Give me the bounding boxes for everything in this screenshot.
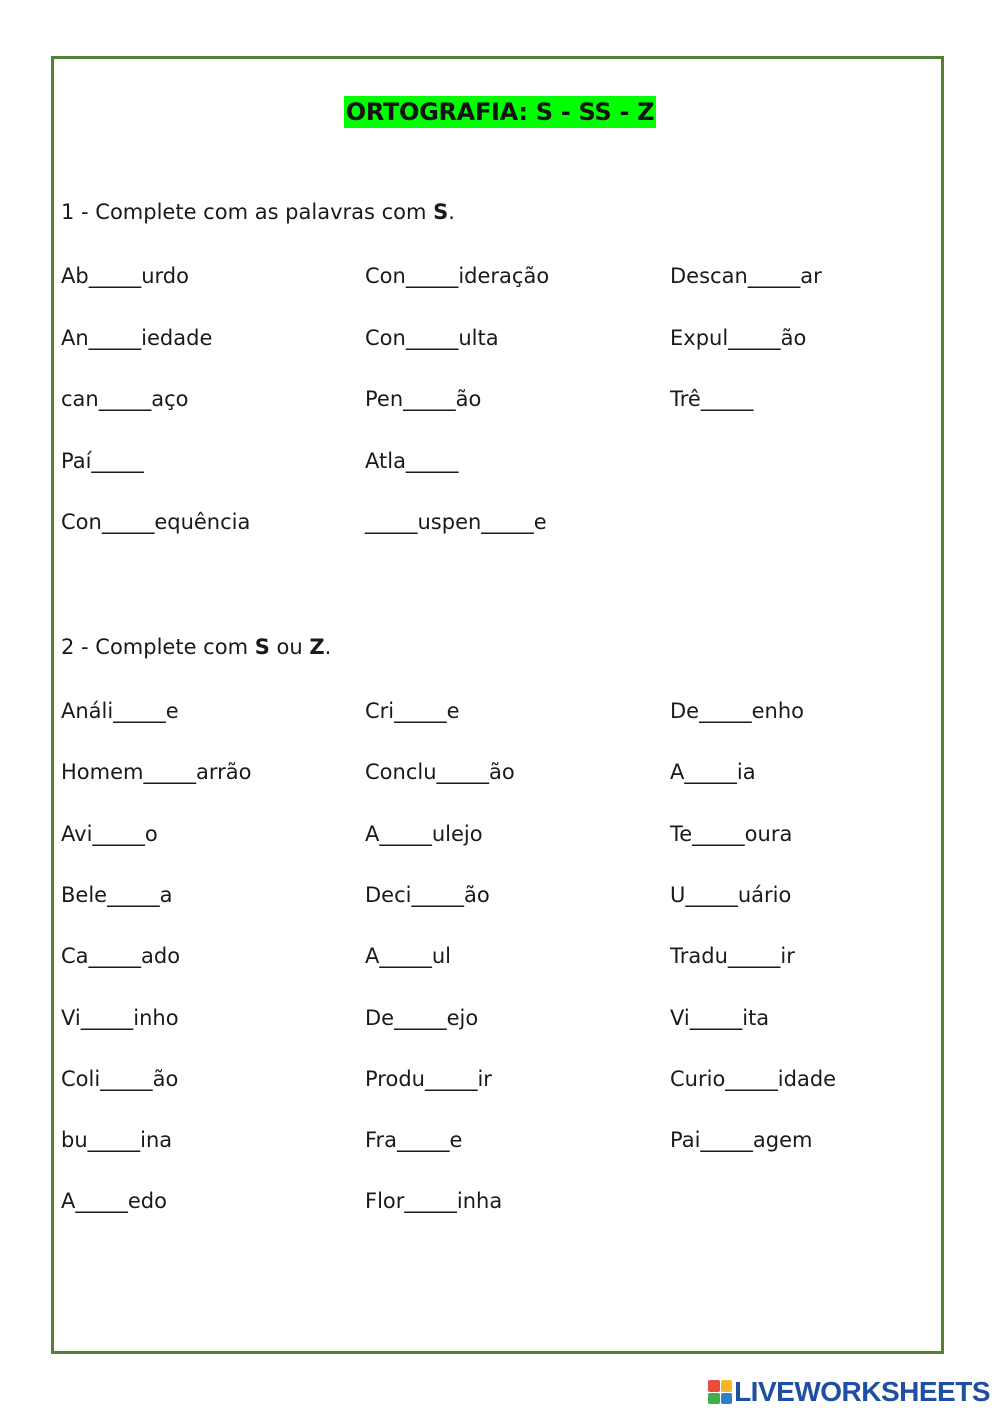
worksheet-border <box>51 56 944 1354</box>
section2-word-item[interactable]: bu_____ina <box>61 1128 173 1153</box>
section2-word-item[interactable]: De_____enho <box>670 699 804 723</box>
section2-word-item[interactable]: Ca_____ado <box>61 944 181 969</box>
instruction-bold: S <box>254 635 270 659</box>
section1-word-item[interactable]: Expul_____ão <box>670 325 807 350</box>
section1-word-item[interactable]: Descan_____ar <box>670 264 822 288</box>
section2-word-item[interactable]: Vi_____ita <box>670 1005 770 1030</box>
section2-word-item[interactable]: Pai_____agem <box>670 1128 813 1153</box>
section2-word-item[interactable]: Homem_____arrão <box>61 760 252 785</box>
instruction-suffix: . <box>448 200 455 224</box>
section1-word-item[interactable]: An_____iedade <box>61 325 213 350</box>
section2-word-item[interactable]: Conclu_____ão <box>365 760 515 785</box>
section1-word-item[interactable]: _____uspen_____e <box>365 510 547 534</box>
section2-word-item[interactable]: A_____ulejo <box>365 821 483 846</box>
section2-word-item[interactable]: Bele_____a <box>61 882 173 907</box>
section2-word-item[interactable]: Produ_____ir <box>365 1066 492 1091</box>
section2-word-item[interactable]: Fra_____e <box>365 1128 463 1153</box>
instruction-text: 1 - Complete com as palavras com <box>61 200 434 224</box>
section2-word-item[interactable]: Avi_____o <box>61 821 158 846</box>
section2-word-item[interactable]: Tradu_____ir <box>670 944 795 969</box>
section1-word-item[interactable]: Paí_____ <box>61 448 144 473</box>
section2-word-item[interactable]: Cri_____e <box>365 699 460 723</box>
instruction-suffix: . <box>324 635 332 659</box>
section2-word-item[interactable]: A_____edo <box>61 1189 167 1214</box>
section1-word-item[interactable]: Atla_____ <box>365 448 459 473</box>
liveworksheets-logo <box>708 1377 990 1407</box>
section2-word-item[interactable]: Flor_____inha <box>365 1189 503 1214</box>
logo-text: LIVEWORKSHEETS <box>734 1376 990 1407</box>
instruction-text: ou <box>269 635 310 659</box>
section1-word-item[interactable]: Con_____ulta <box>365 325 499 350</box>
section1-word-item[interactable]: Pen_____ão <box>365 387 482 411</box>
section2-word-item[interactable]: De_____ejo <box>365 1005 479 1030</box>
section1-word-item[interactable]: can_____aço <box>61 387 189 411</box>
instruction-bold: S <box>433 200 449 224</box>
section2-word-item[interactable]: A_____ul <box>365 944 452 969</box>
section2-word-item[interactable]: Coli_____ão <box>61 1066 179 1091</box>
section1-word-item[interactable]: Trê_____ <box>670 387 754 411</box>
section2-word-item[interactable]: Deci_____ão <box>365 882 490 907</box>
instruction-bold: Z <box>309 635 325 659</box>
section2-word-item[interactable]: A_____ia <box>670 760 756 785</box>
section1-instruction <box>61 200 455 224</box>
section1-word-item[interactable]: Ab_____urdo <box>61 264 189 288</box>
section2-word-item[interactable]: U_____uário <box>670 882 792 907</box>
title-highlight: ORTOGRAFIA: S - SS - Z <box>345 98 655 126</box>
section2-word-item[interactable]: Te_____oura <box>670 821 793 846</box>
section1-word-item[interactable]: Con_____ideração <box>365 264 550 288</box>
section1-word-item[interactable]: Con_____equência <box>61 510 251 534</box>
instruction-text: 2 - Complete com <box>61 635 255 659</box>
section2-instruction <box>61 635 331 659</box>
logo-icon <box>708 1380 732 1404</box>
section2-word-item[interactable]: Vi_____inho <box>61 1005 179 1030</box>
section2-word-item[interactable]: Análi_____e <box>61 699 179 723</box>
page-title <box>0 98 1000 126</box>
section2-word-item[interactable]: Curio_____idade <box>670 1066 837 1091</box>
